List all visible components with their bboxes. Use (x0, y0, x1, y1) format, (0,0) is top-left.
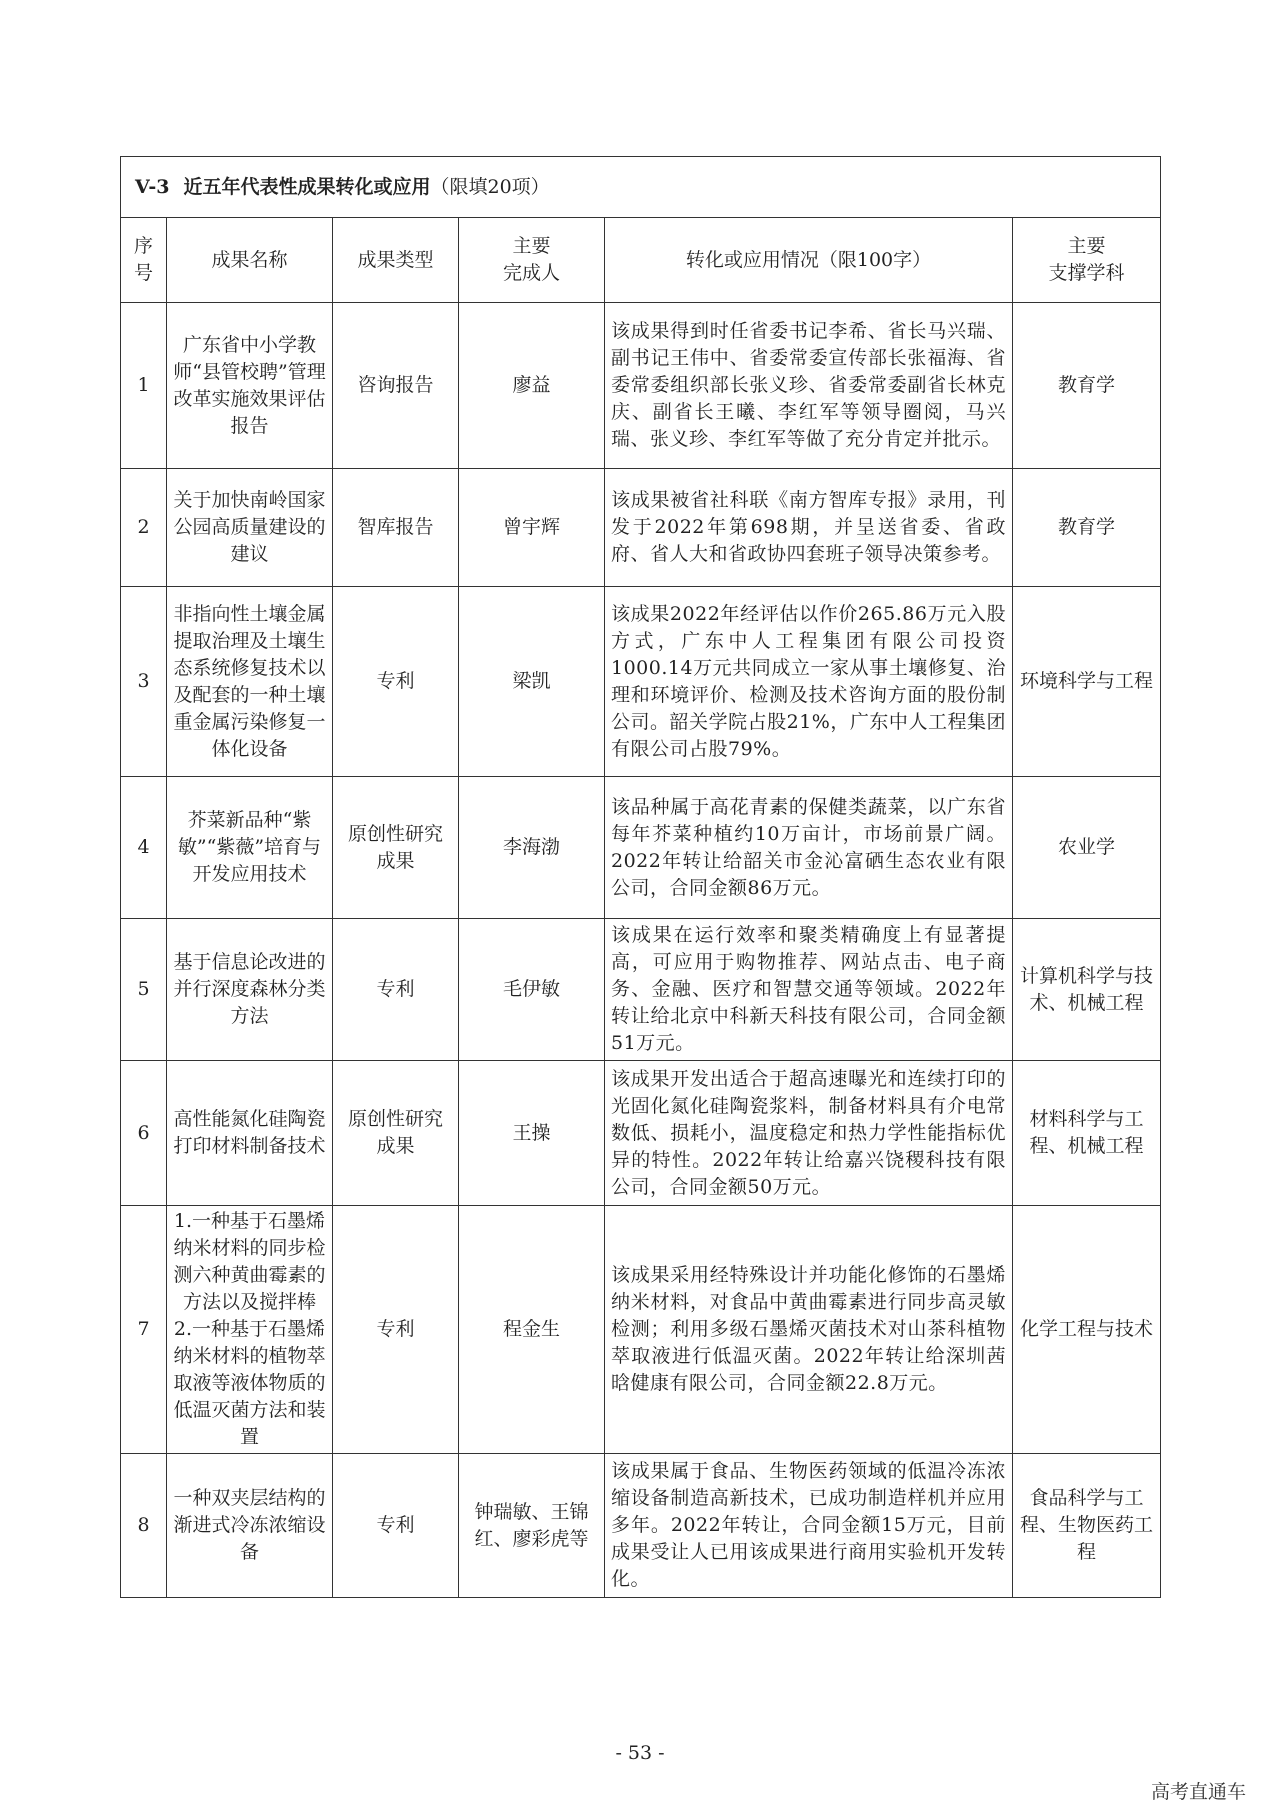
header-person: 主要 完成人 (459, 218, 605, 303)
main-contributor: 廖益 (459, 303, 605, 469)
achievement-name: 基于信息论改进的并行深度森林分类方法 (167, 919, 333, 1061)
watermark: 高考直通车 (1150, 1781, 1246, 1803)
table-row (121, 1206, 1161, 1454)
main-contributor: 曾宇辉 (459, 469, 605, 587)
row-number: 4 (121, 777, 167, 919)
application-description: 该成果2022年经评估以作价265.86万元入股方式，广东中人工程集团有限公司投资1000.14万元共同成立一家从事土壤修复、治理和环境评价、检测及技术咨询方面的股份制公司。韶关学院占股21%，广东中人工程集团有限公司占股79%。 (605, 587, 1013, 777)
table-row (121, 469, 1161, 587)
table-row (121, 1454, 1161, 1598)
main-contributor: 梁凯 (459, 587, 605, 777)
supporting-discipline: 化学工程与技术 (1013, 1206, 1161, 1454)
achievements-table (120, 156, 1161, 1598)
application-description: 该成果得到时任省委书记李希、省长马兴瑞、副书记王伟中、省委常委宣传部长张福海、省委常委组织部长张义珍、省委常委副省长林克庆、副省长王曦、李红军等领导圈阅，马兴瑞、张义珍、李红军等做了充分肯定并批示。 (605, 303, 1013, 469)
section-code: V-3 (135, 175, 170, 198)
main-contributor: 毛伊敏 (459, 919, 605, 1061)
row-number: 7 (121, 1206, 167, 1454)
page-number: - 53 - (615, 1742, 665, 1764)
achievement-type: 原创性研究成果 (333, 1061, 459, 1206)
table-row (121, 303, 1161, 469)
row-number: 1 (121, 303, 167, 469)
main-contributor: 钟瑞敏、王锦红、廖彩虎等 (459, 1454, 605, 1598)
header-discipline: 主要 支撑学科 (1013, 218, 1161, 303)
main-contributor: 王操 (459, 1061, 605, 1206)
achievement-name: 非指向性土壤金属提取治理及土壤生态系统修复技术以及配套的一种土壤重金属污染修复一体化设备 (167, 587, 333, 777)
header-type: 成果类型 (333, 218, 459, 303)
application-description: 该成果被省社科联《南方智库专报》录用，刊发于2022年第698期，并呈送省委、省政府、省人大和省政协四套班子领导决策参考。 (605, 469, 1013, 587)
table-row (121, 919, 1161, 1061)
table-row (121, 1061, 1161, 1206)
achievement-name: 关于加快南岭国家公园高质量建设的建议 (167, 469, 333, 587)
section-title-row (121, 157, 1161, 218)
supporting-discipline: 教育学 (1013, 469, 1161, 587)
table-body (121, 303, 1161, 1598)
achievement-name: 广东省中小学教师“县管校聘”管理改革实施效果评估报告 (167, 303, 333, 469)
application-description: 该成果开发出适合于超高速曝光和连续打印的光固化氮化硅陶瓷浆料，制备材料具有介电常数低、损耗小，温度稳定和热力学性能指标优异的特性。2022年转让给嘉兴饶稷科技有限公司，合同金额50万元。 (605, 1061, 1013, 1206)
header-desc: 转化或应用情况（限100字） (605, 218, 1013, 303)
achievement-type: 智库报告 (333, 469, 459, 587)
row-number: 2 (121, 469, 167, 587)
achievement-type: 专利 (333, 919, 459, 1061)
section-note: （限填20项） (430, 175, 550, 198)
supporting-discipline: 农业学 (1013, 777, 1161, 919)
application-description: 该成果在运行效率和聚类精确度上有显著提高，可应用于购物推荐、网站点击、电子商务、金融、医疗和智慧交通等领域。2022年转让给北京中科新天科技有限公司，合同金额51万元。 (605, 919, 1013, 1061)
achievement-type: 专利 (333, 587, 459, 777)
section-title (121, 157, 1161, 218)
row-number: 3 (121, 587, 167, 777)
application-description: 该成果采用经特殊设计并功能化修饰的石墨烯纳米材料，对食品中黄曲霉素进行同步高灵敏检测；利用多级石墨烯灭菌技术对山茶科植物萃取液进行低温灭菌。2022年转让给深圳茜晗健康有限公司，合同金额22.8万元。 (605, 1206, 1013, 1454)
main-contributor: 李海渤 (459, 777, 605, 919)
achievement-type: 专利 (333, 1206, 459, 1454)
supporting-discipline: 材料科学与工程、机械工程 (1013, 1061, 1161, 1206)
supporting-discipline: 食品科学与工程、生物医药工程 (1013, 1454, 1161, 1598)
achievement-name: 一种双夹层结构的渐进式冷冻浓缩设备 (167, 1454, 333, 1598)
achievement-name: 高性能氮化硅陶瓷打印材料制备技术 (167, 1061, 333, 1206)
section-title-text: 近五年代表性成果转化或应用 (183, 175, 431, 198)
row-number: 8 (121, 1454, 167, 1598)
table-row (121, 777, 1161, 919)
achievement-type: 原创性研究成果 (333, 777, 459, 919)
supporting-discipline: 计算机科学与技术、机械工程 (1013, 919, 1161, 1061)
row-number: 6 (121, 1061, 167, 1206)
row-number: 5 (121, 919, 167, 1061)
supporting-discipline: 环境科学与工程 (1013, 587, 1161, 777)
table-row (121, 587, 1161, 777)
header-row (121, 218, 1161, 303)
application-description: 该品种属于高花青素的保健类蔬菜，以广东省每年芥菜种植约10万亩计，市场前景广阔。2022年转让给韶关市金沁富硒生态农业有限公司，合同金额86万元。 (605, 777, 1013, 919)
achievement-name: 1.一种基于石墨烯纳米材料的同步检测六种黄曲霉素的方法以及搅拌棒 2.一种基于石墨烯纳米材料的植物萃取液等液体物质的低温灭菌方法和装置 (167, 1206, 333, 1454)
achievement-type: 咨询报告 (333, 303, 459, 469)
main-contributor: 程金生 (459, 1206, 605, 1454)
header-num: 序 号 (121, 218, 167, 303)
supporting-discipline: 教育学 (1013, 303, 1161, 469)
achievement-type: 专利 (333, 1454, 459, 1598)
achievement-name: 芥菜新品种“紫敏”“紫薇”培育与开发应用技术 (167, 777, 333, 919)
header-name: 成果名称 (167, 218, 333, 303)
application-description: 该成果属于食品、生物医药领域的低温冷冻浓缩设备制造高新技术，已成功制造样机并应用多年。2022年转让，合同金额15万元，目前成果受让人已用该成果进行商用实验机开发转化。 (605, 1454, 1013, 1598)
